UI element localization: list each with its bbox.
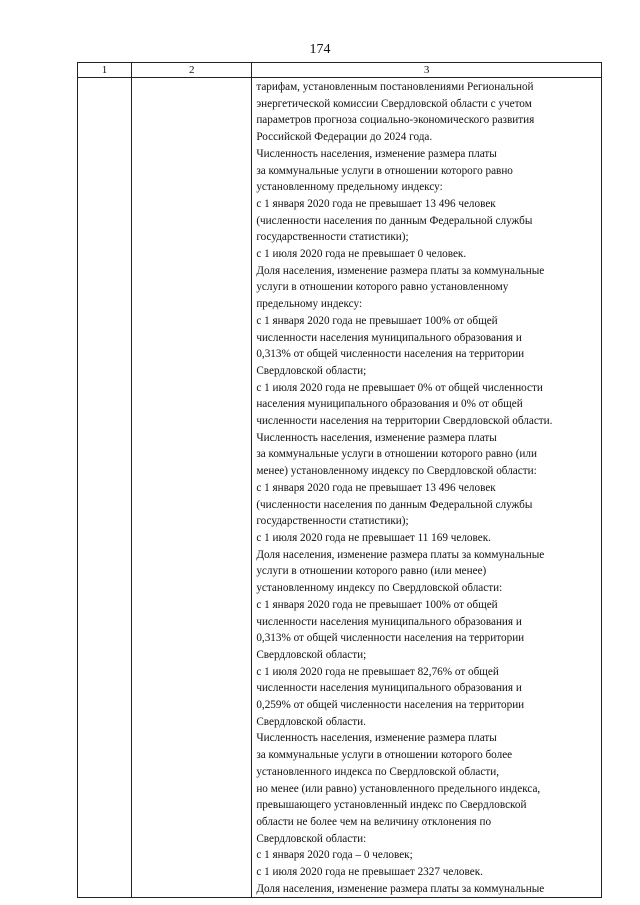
text-line: установленного индекса по Свердловской области, — [256, 765, 500, 778]
page-number: 174 — [309, 42, 331, 57]
text-line: с 1 января 2020 года – 0 человек; — [256, 849, 413, 862]
text-line: с 1 июля 2020 года не превышает 82,76% от общей — [256, 665, 499, 678]
text-line: области не более чем на величину отклонения по — [256, 815, 492, 828]
column-header-1: 1 — [78, 63, 132, 78]
text-line: 0,313% от общей численности населения на территории — [256, 632, 525, 645]
text-line: Доля населения, изменение размера платы за коммунальные — [256, 882, 545, 895]
cell-column-2 — [132, 78, 252, 898]
text-line: параметров прогноза социально-экономического развития — [256, 114, 535, 127]
text-line: установленному индексу по Свердловской области: — [256, 582, 503, 595]
text-line: численности населения на территории Свердловской области. — [256, 415, 553, 428]
text-line: предельному индексу: — [256, 298, 363, 311]
column-header-2: 2 — [132, 63, 252, 78]
text-line: с 1 января 2020 года не превышает 100% от общей — [256, 598, 498, 611]
text-line: Доля населения, изменение размера платы за коммунальные — [256, 548, 545, 561]
text-line: превышающего установленный индекс по Свердловской — [256, 799, 527, 812]
text-line: но менее (или равно) установленного предельного индекса, — [256, 782, 541, 795]
text-line: 0,313% от общей численности населения на территории — [256, 348, 525, 361]
text-line: Численность населения, изменение размера платы — [256, 431, 497, 444]
text-line: за коммунальные услуги в отношении которого равно (или — [256, 448, 537, 461]
text-line: Свердловской области. — [256, 715, 366, 728]
text-line: (численности населения по данным Федеральной службы — [256, 498, 533, 511]
text-line: услуги в отношении которого равно установленному — [256, 281, 509, 294]
cell-column-3 — [252, 78, 602, 898]
cell-column-3-text — [252, 78, 601, 897]
text-line: с 1 июля 2020 года не превышает 0% от общей численности — [256, 381, 543, 394]
text-line: тарифам, установленным постановлениями Региональной — [256, 81, 534, 93]
text-line: менее) установленному индексу по Свердловской области: — [256, 465, 537, 478]
text-line: (численности населения по данным Федеральной службы — [256, 214, 533, 227]
table-row — [78, 78, 602, 898]
text-line: населения муниципального образования и 0% от общей — [256, 398, 523, 411]
text-line: 0,259% от общей численности населения на территории — [256, 699, 525, 712]
text-line: с 1 июля 2020 года не превышает 2327 человек. — [256, 866, 483, 879]
text-line: Свердловской области: — [256, 832, 367, 845]
text-line: с 1 января 2020 года не превышает 13 496 человек — [256, 481, 496, 494]
text-line: с 1 июля 2020 года не превышает 0 человек. — [256, 248, 467, 261]
column-header-3: 3 — [252, 63, 602, 78]
text-line: энергетической комиссии Свердловской области с учетом — [256, 97, 532, 110]
text-line: за коммунальные услуги в отношении которого равно — [256, 164, 513, 177]
text-line: с 1 января 2020 года не превышает 100% от общей — [256, 314, 498, 327]
text-line: Доля населения, изменение размера платы за коммунальные — [256, 264, 545, 277]
text-line: с 1 января 2020 года не превышает 13 496 человек — [256, 197, 496, 210]
text-line: с 1 июля 2020 года не превышает 11 169 человек. — [256, 531, 491, 544]
text-line: численности населения муниципального образования и — [256, 615, 522, 628]
text-line: услуги в отношении которого равно (или менее) — [256, 565, 487, 578]
text-line: численности населения муниципального образования и — [256, 331, 522, 344]
cell-column-1 — [78, 78, 132, 898]
text-line: численности населения муниципального образования и — [256, 682, 522, 695]
text-line: Свердловской области; — [256, 364, 367, 377]
table-header-row — [78, 63, 602, 78]
text-line: Численность населения, изменение размера платы — [256, 732, 497, 745]
text-line: Российской Федерации до 2024 года. — [256, 131, 433, 144]
text-line: установленному предельному индексу: — [256, 181, 443, 194]
text-line: государственности статистики); — [256, 515, 409, 528]
text-line: государственности статистики); — [256, 231, 409, 244]
text-line: за коммунальные услуги в отношении которого более — [256, 749, 513, 762]
text-line: Свердловской области; — [256, 648, 367, 661]
document-table — [77, 62, 602, 898]
text-line: Численность населения, изменение размера платы — [256, 147, 497, 160]
